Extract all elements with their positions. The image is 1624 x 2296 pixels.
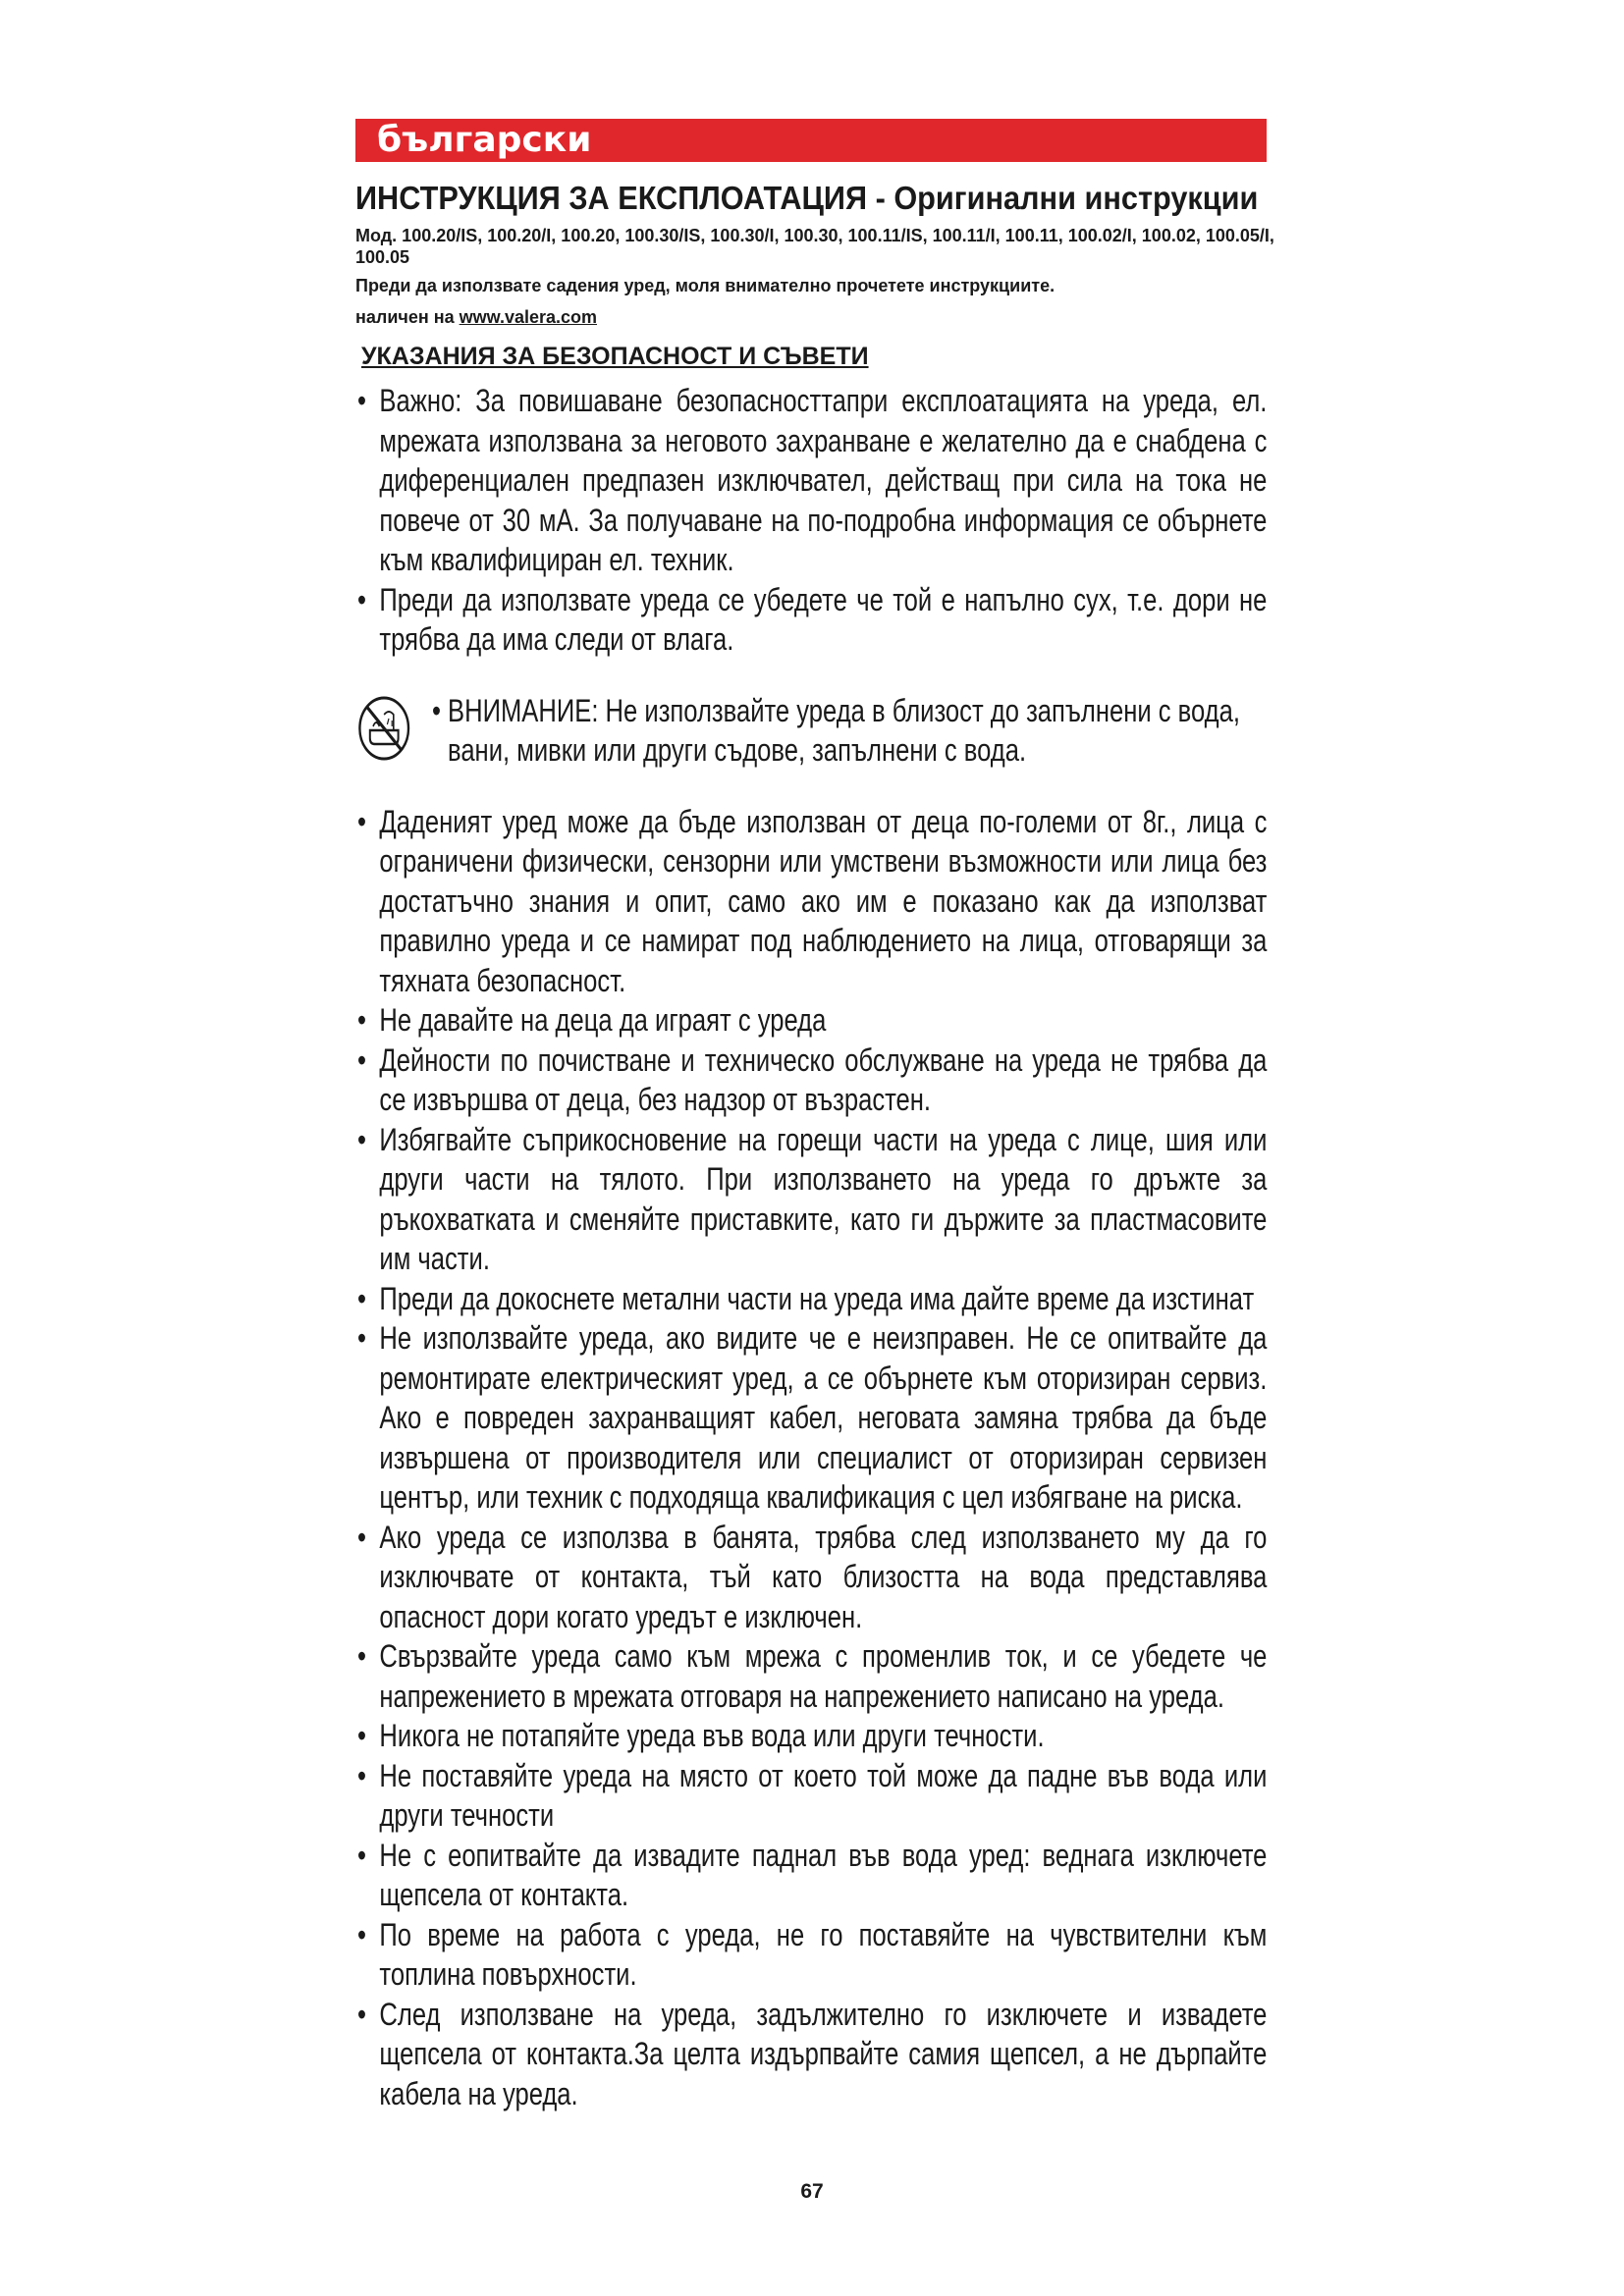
availability-prefix: наличен на	[355, 307, 460, 327]
bullet: •	[357, 1757, 366, 1793]
list-item: • Не поставяйте уреда на място от което той може да падне във вода или други течности	[357, 1757, 1268, 1833]
section-title: УКАЗАНИЯ ЗА БЕЗОПАСНОСТ И СЪВЕТИ	[361, 343, 869, 370]
bullet: •	[357, 1002, 366, 1038]
language-banner: български	[355, 119, 1267, 162]
bullet: •	[357, 383, 366, 418]
bullet: •	[357, 1638, 366, 1674]
bullet: •	[357, 1121, 366, 1157]
bullet: •	[357, 1519, 366, 1555]
safety-list	[357, 381, 1267, 2113]
website-link[interactable]: www.valera.com	[459, 307, 598, 327]
availability-note	[355, 306, 1278, 328]
bullet: •	[357, 581, 366, 617]
list-item: • Свързвайте уреда само към мрежа с променлив ток, и се убедете че напрежението в мрежата отговаря на напрежението написано на уреда.	[357, 1638, 1268, 1714]
list-item: • След използване на уреда, задължително го изключете и извадете щепсела от контакта.За целта издърпвайте самия щепсел, а не дърпайте кабела на уреда.	[357, 1996, 1268, 2111]
bullet: •	[357, 1916, 366, 1952]
warning-item	[357, 691, 1267, 771]
list-item: • Преди да използвате уреда се убедете че той е напълно сух, т.е. дори не трябва да има следи от влага.	[357, 581, 1268, 657]
list-item: • Избягвайте съприкосновение на горещи части на уреда с лице, шия или други части на тялото. При използването на уреда го дръжте за ръкохватката и сменяйте приставките, като ги държите за пластмасовите им части.	[357, 1121, 1268, 1276]
list-item: • Даденият уред може да бъде използван от деца по-големи от 8г., лица с ограничени физически, сензорни или умствени възможности или лица без достатъчно знания и опит, само ако им е показано как да използват правилно уреда и се намират под наблюдението на лица, отговарящи за тяхната безопасност.	[357, 803, 1268, 998]
bullet: •	[357, 1837, 366, 1873]
bullet: •	[357, 1718, 366, 1753]
no-bath-water-icon	[357, 695, 410, 762]
bullet: •	[357, 1996, 366, 2032]
bullet: •	[357, 1041, 366, 1078]
list-item: • Не използвайте уреда, ако видите че е неизправен. Не се опитвайте да ремонтирате електрическият уред, а се обърнете към оторизиран сервиз. Ако е повреден захранващият кабел, неговата замяна трябва да бъде извършена от производителя или специалист от оторизиран сервизен център, или техник с подходяща квалификация с цел избягване на риска.	[357, 1320, 1268, 1515]
list-item: • Никога не потапяйте уреда във вода или други течности.	[357, 1716, 1267, 1756]
bullet: •	[357, 1320, 366, 1356]
document-title: ИНСТРУКЦИЯ ЗА ЕКСПЛОАТАЦИЯ - Оригинални инструкции	[355, 180, 1259, 216]
model-list: Мод. 100.20/IS, 100.20/I, 100.20, 100.30/IS, 100.30/I, 100.30, 100.11/IS, 100.11/I, 100.11, 100.02/I, 100.02, 100.05/I, 100.05	[355, 226, 1274, 267]
list-item: • Важно: За повишаване безопасносттапри експлоатацията на уреда, ел. мрежата използвана за неговото захранване е желателно да е снабдена с диференциален предпазен изключвател, действащ при сила на тока не повече от 30 мА. За получаване на по-подробна информация се обърнете към квалифициран ел. техник.	[357, 383, 1268, 577]
list-item: • Не давайте на деца да играят с уреда	[357, 1000, 1267, 1041]
bullet: •	[357, 1280, 366, 1316]
list-item: • Не с еопитвайте да извадите паднал във вода уред: веднага изключете щепсела от контакта.	[357, 1837, 1268, 1912]
read-instructions-note: Преди да използвате садения уред, моля внимателно прочетете инструкциите.	[355, 276, 1056, 295]
bullet: •	[357, 803, 366, 839]
list-item: • Дейности по почистване и техническо обслужване на уреда не трябва да се извършва от деца, без надзор от възрастен.	[357, 1041, 1268, 1117]
page-number: 67	[800, 2180, 824, 2203]
list-item: • По време на работа с уреда, не го поставяйте на чувствителни към топлина повърхности.	[357, 1916, 1268, 1992]
warning-text: • ВНИМАНИЕ: Не използвайте уреда в близост до запълнени с вода, вани, мивки или други съдове, запълнени с вода.	[432, 692, 1240, 768]
list-item: • Ако уреда се използва в банята, трябва след използването му да го изключвате от контакта, тъй като близостта на вода представлява опасност дори когато уредът е изключен.	[357, 1519, 1268, 1634]
bullet: •	[432, 692, 441, 728]
list-item: • Преди да докоснете метални части на уреда има дайте време да изстинат	[357, 1279, 1267, 1319]
